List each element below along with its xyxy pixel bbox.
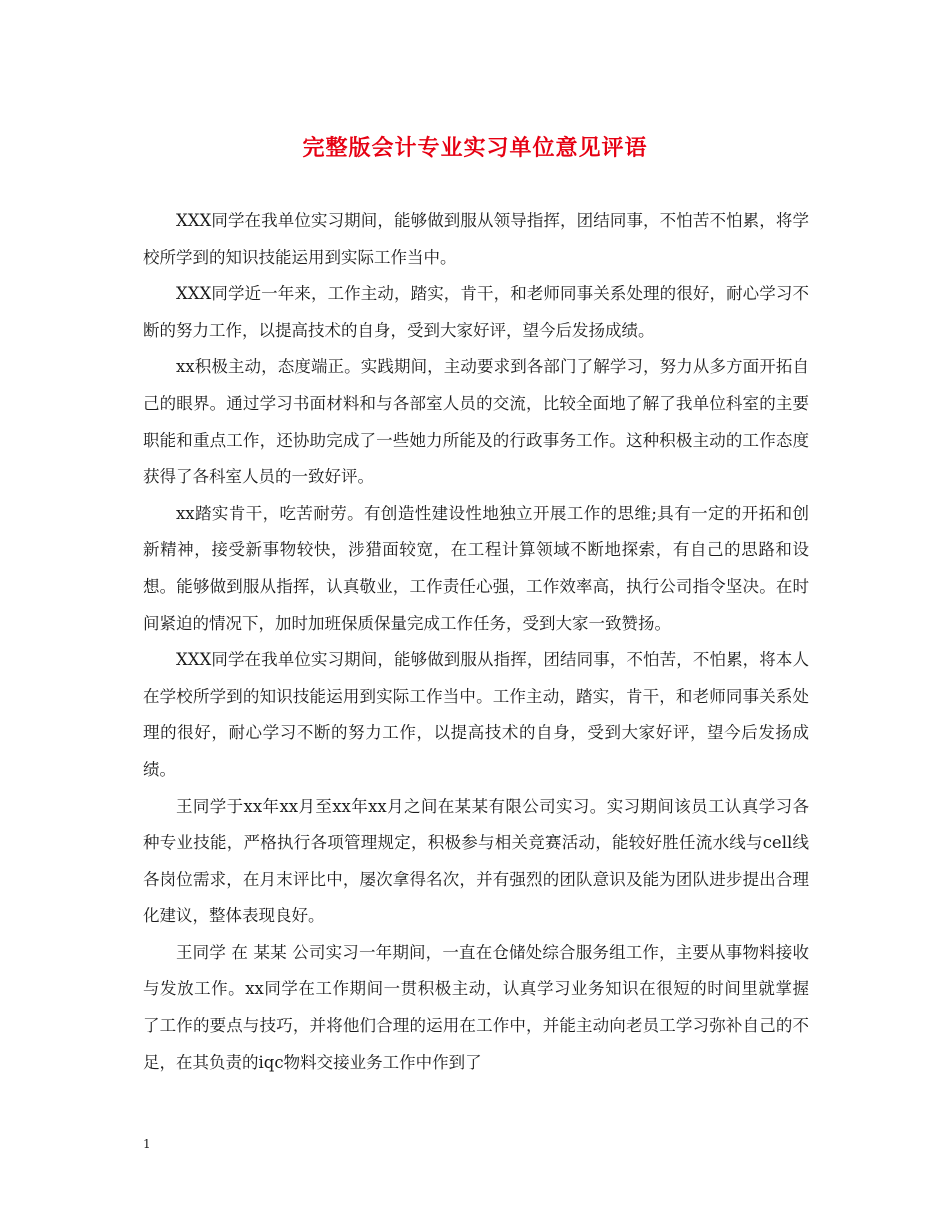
paragraph: xx积极主动，态度端正。实践期间，主动要求到各部门了解学习，努力从多方面开拓自己的眼界。通过学习书面材料和与各部室人员的交流，比较全面地了解了我单位科室的主要职能和重点工作，还协助完成了一些她力所能及的行政事务工作。这种积极主动的工作态度获得了各科室人员的一致好评。 (143, 357, 809, 487)
paragraph: 王同学于xx年xx月至xx年xx月之间在某某有限公司实习。实习期间该员工认真学习各种专业技能，严格执行各项管理规定，积极参与相关竞赛活动，能较好胜任流水线与cell线各岗位需求，在月末评比中，屡次拿得名次，并有强烈的团队意识及能为团队进步提出合理化建议，整体表现良好。 (143, 796, 809, 926)
paragraph: 王同学 在 某某 公司实习一年期间，一直在仓储处综合服务组工作，主要从事物料接收与发放工作。xx同学在工作期间一贯积极主动，认真学习业务知识在很短的时间里就掌握 了工作的要点与技巧，并将他们合理的运用在工作中，并能主动向老员工学习弥补自己的不足，在其负责的iqc物料交接业务工作中作到了 (143, 942, 809, 1072)
document-body (143, 203, 809, 1081)
paragraph: XXX同学在我单位实习期间，能够做到服从领导指挥，团结同事，不怕苦不怕累，将学校所学到的知识技能运用到实际工作当中。 (143, 211, 809, 267)
paragraph: XXX同学近一年来，工作主动，踏实，肯干，和老师同事关系处理的很好，耐心学习不断的努力工作，以提高技术的自身，受到大家好评，望今后发扬成绩。 (143, 284, 809, 340)
page-number: 1 (143, 1137, 151, 1151)
paragraph: xx踏实肯干，吃苦耐劳。有创造性建设性地独立开展工作的思维;具有一定的开拓和创新精神，接受新事物较快，涉猎面较宽，在工程计算领域不断地探索，有自己的思路和设想。能够做到服从指挥，认真敬业，工作责任心强，工作效率高，执行公司指令坚决。在时间紧迫的情况下，加时加班保质保量完成工作任务，受到大家一致赞扬。 (143, 503, 809, 633)
document-title: 完整版会计专业实习单位意见评语 (302, 135, 648, 161)
paragraph: XXX同学在我单位实习期间，能够做到服从指挥，团结同事，不怕苦，不怕累，将本人在学校所学到的知识技能运用到实际工作当中。工作主动，踏实，肯干，和老师同事关系处理的很好，耐心学习不断的努力工作，以提高技术的自身，受到大家好评，望今后发扬成绩。 (143, 650, 809, 779)
